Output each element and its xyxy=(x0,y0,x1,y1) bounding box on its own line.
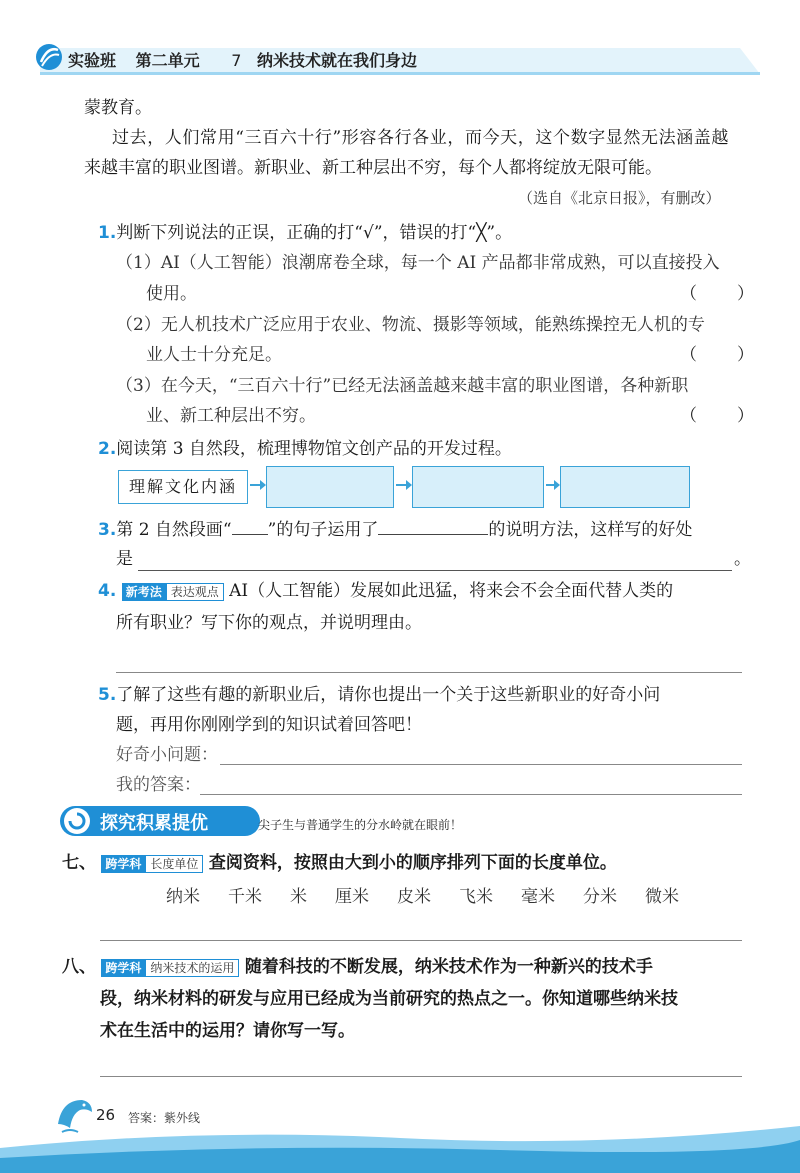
question-number: 七、 xyxy=(62,853,96,873)
question-number: 1. xyxy=(98,223,117,243)
flow-step-blank[interactable] xyxy=(412,466,544,508)
passage-line: 来越丰富的职业图谱。新职业、新工种层出不穷，每个人都将绽放无限可能。 xyxy=(84,158,662,178)
question-4 xyxy=(98,580,673,602)
tag-new-method: 新考法 xyxy=(122,583,166,601)
flow-step-blank[interactable] xyxy=(560,466,690,508)
tag-express-view: 表达观点 xyxy=(166,583,224,601)
passage-line: 蒙教育。 xyxy=(84,98,152,118)
unit-item: 分米 xyxy=(583,887,617,907)
flow-arrow xyxy=(250,484,264,486)
page-number: 26 xyxy=(96,1106,116,1124)
answer-line[interactable] xyxy=(100,1076,742,1077)
unit-item: 飞米 xyxy=(459,887,493,907)
answer-parentheses[interactable]: （ ） xyxy=(680,406,756,426)
question-stem: 随着科技的不断发展，纳米技术作为一种新兴的技术手 xyxy=(244,957,653,977)
header-divider xyxy=(40,72,760,75)
tag-topic: 长度单位 xyxy=(145,855,203,873)
q5-line2: 题，再用你刚刚学到的知识试着回答吧！ xyxy=(116,715,422,735)
unit-list xyxy=(166,886,707,908)
unit-item: 厘米 xyxy=(335,887,369,907)
lesson-number: 7 xyxy=(231,51,242,70)
answer-line[interactable] xyxy=(200,794,742,795)
dolphin-icon xyxy=(52,1094,96,1142)
question-1 xyxy=(98,222,512,244)
unit-item: 皮米 xyxy=(397,887,431,907)
question-number: 5. xyxy=(98,685,117,705)
footer-answer: 答案：紫外线 xyxy=(128,1111,201,1125)
tag-interdisciplinary: 跨学科 xyxy=(101,855,145,873)
answer-parentheses[interactable]: （ ） xyxy=(680,345,756,365)
question-number: 八、 xyxy=(62,957,96,977)
passage-line: 过去，人们常用“三百六十行”形容各行各业，而今天，这个数字显然无法涵盖越 xyxy=(112,128,729,148)
q1-item-1-line1: （1）AI（人工智能）浪潮席卷全球，每一个 AI 产品都非常成熟，可以直接投入 xyxy=(116,253,720,273)
blank[interactable] xyxy=(378,518,488,535)
question-number: 2. xyxy=(98,439,117,459)
question-stem: 阅读第 3 自然段，梳理博物馆文创产品的开发过程。 xyxy=(116,439,512,459)
question-stem: 查阅资料，按照由大到小的顺序排列下面的长度单位。 xyxy=(208,853,617,873)
unit-item: 纳米 xyxy=(166,887,200,907)
tag-interdisciplinary: 跨学科 xyxy=(101,959,145,977)
answer-parentheses[interactable]: （ ） xyxy=(680,284,756,304)
question-5 xyxy=(98,684,660,706)
q8-line2: 段，纳米材料的研发与应用已经成为当前研究的热点之一。你知道哪些纳米技 xyxy=(100,989,678,1009)
label-answer: 我的答案： xyxy=(116,775,201,795)
question-2 xyxy=(98,438,512,460)
footer-wave xyxy=(0,1108,800,1173)
flow-step-1: 理解文化内涵 xyxy=(118,470,248,504)
answer-line[interactable] xyxy=(220,764,742,765)
unit-item: 米 xyxy=(290,887,307,907)
question-number: 4. xyxy=(98,581,117,601)
flow-arrow xyxy=(546,484,558,486)
swirl-icon xyxy=(62,806,94,836)
answer-line[interactable] xyxy=(138,548,732,571)
q3-end: 。 xyxy=(734,549,751,569)
section-note: 尖子生与普通学生的分水岭就在眼前！ xyxy=(258,818,463,832)
lesson-title: 纳米技术就在我们身边 xyxy=(256,51,417,70)
question-stem: 了解了这些有趣的新职业后，请你也提出一个关于这些新职业的好奇小问 xyxy=(116,685,661,705)
unit-name: 第二单元 xyxy=(135,51,200,70)
q3-line2: 是 xyxy=(116,549,133,569)
q1-item-1-line2: 使用。 xyxy=(146,284,197,304)
q1-item-2-line1: （2）无人机技术广泛应用于农业、物流、摄影等领域，能熟练操控无人机的专 xyxy=(116,315,705,335)
q8-line3: 术在生活中的运用？请你写一写。 xyxy=(100,1021,355,1041)
unit-item: 毫米 xyxy=(521,887,555,907)
book-name: 实验班 xyxy=(68,51,117,70)
question-8 xyxy=(62,956,653,978)
tag-topic: 纳米技术的运用 xyxy=(145,959,239,977)
question-stem: 判断下列说法的正误，正确的打“√”，错误的打“╳”。 xyxy=(116,223,513,243)
answer-line[interactable] xyxy=(100,940,742,941)
q1-item-2-line2: 业人士十分充足。 xyxy=(146,345,282,365)
unit-item: 微米 xyxy=(645,887,679,907)
header-title xyxy=(68,48,417,71)
label-question: 好奇小问题： xyxy=(116,745,218,765)
question-7 xyxy=(62,852,617,874)
section-title: 探究积累提优 xyxy=(100,813,208,834)
flow-step-blank[interactable] xyxy=(266,466,394,508)
answer-line[interactable] xyxy=(116,672,742,673)
unit-item: 千米 xyxy=(228,887,262,907)
passage-source: （选自《北京日报》，有删改） xyxy=(518,189,721,207)
blank[interactable] xyxy=(232,518,268,535)
question-number: 3. xyxy=(98,520,117,540)
flow-arrow xyxy=(396,484,410,486)
q1-item-3-line1: （3）在今天，“三百六十行”已经无法涵盖越来越丰富的职业图谱，各种新职 xyxy=(116,376,689,396)
book-logo-icon xyxy=(34,42,64,72)
question-3: 3.第 2 自然段画“ ”的句子运用了 的说明方法，这样写的好处 xyxy=(98,520,693,540)
q1-item-3-line2: 业、新工种层出不穷。 xyxy=(146,406,316,426)
q4-line2: 所有职业？写下你的观点，并说明理由。 xyxy=(116,613,422,633)
question-stem: AI（人工智能）发展如此迅猛，将来会不会全面代替人类的 xyxy=(229,581,674,601)
